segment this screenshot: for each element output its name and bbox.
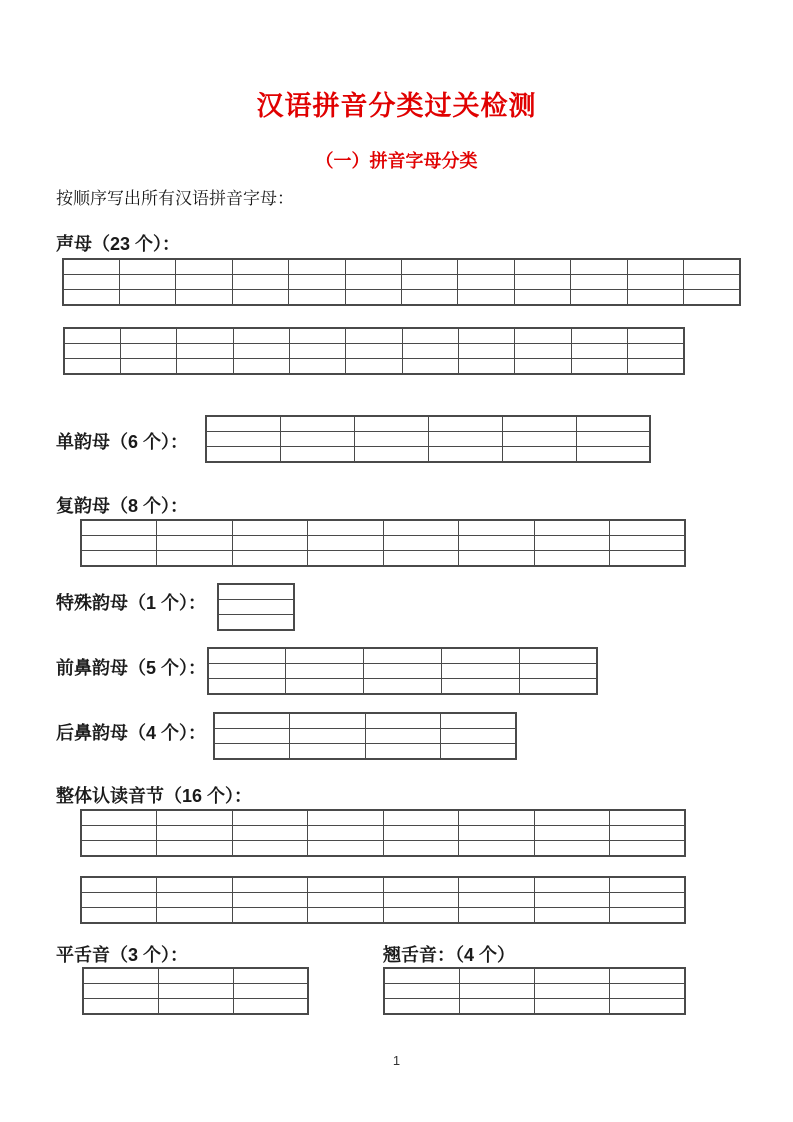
grid-cell — [459, 551, 535, 567]
grid-cell — [502, 432, 576, 447]
grid-cell — [384, 999, 459, 1015]
label-zhengtirendu: 整体认读音节（16 个）： — [56, 786, 253, 806]
writing-grid — [207, 647, 598, 695]
label-qianbiyunmu: 前鼻韵母（5 个）： — [56, 658, 207, 678]
grid-cell — [83, 999, 158, 1015]
grid-cell — [628, 359, 684, 375]
grid-zhengtirendu-2 — [80, 876, 686, 924]
grid-cell — [627, 275, 683, 290]
grid-cell — [177, 328, 233, 344]
grid-cell — [233, 968, 308, 984]
grid-cell — [383, 877, 459, 893]
grid-cell — [459, 536, 535, 551]
grid-cell — [157, 908, 233, 924]
writing-grid — [63, 327, 685, 375]
grid-cell — [364, 648, 442, 664]
grid-cell — [383, 841, 459, 857]
grid-cell — [81, 841, 157, 857]
grid-cell — [459, 877, 535, 893]
grid-cell — [441, 729, 517, 744]
grid-cell — [534, 536, 610, 551]
grid-cell — [232, 826, 308, 841]
grid-cell — [610, 984, 685, 999]
grid-cell — [289, 290, 345, 306]
grid-cell — [157, 893, 233, 908]
grid-cell — [459, 520, 535, 536]
grid-cell — [610, 893, 686, 908]
grid-cell — [384, 968, 459, 984]
grid-cell — [280, 447, 354, 463]
grid-cell — [628, 328, 684, 344]
grid-cell — [354, 416, 428, 432]
grid-cell — [441, 679, 519, 695]
section-heading: （一）拼音字母分类 — [315, 151, 478, 171]
grid-cell — [81, 877, 157, 893]
grid-cell — [289, 359, 345, 375]
label-qiaosheyin: 翘舌音：（4 个） — [383, 945, 516, 965]
grid-cell — [81, 536, 157, 551]
grid-cell — [364, 664, 442, 679]
grid-cell — [610, 536, 686, 551]
grid-cell — [571, 290, 627, 306]
grid-cell — [81, 551, 157, 567]
instruction-text: 按顺序写出所有汉语拼音字母： — [56, 189, 294, 208]
grid-cell — [459, 968, 534, 984]
grid-cell — [119, 290, 175, 306]
grid-cell — [346, 328, 402, 344]
grid-pingsheyin — [82, 967, 309, 1015]
grid-fuyunmu — [80, 519, 686, 567]
grid-cell — [208, 664, 286, 679]
grid-cell — [346, 344, 402, 359]
grid-cell — [534, 908, 610, 924]
grid-cell — [232, 893, 308, 908]
label-teshuyunmu: 特殊韵母（1 个）： — [56, 593, 207, 613]
grid-cell — [289, 344, 345, 359]
grid-cell — [402, 344, 458, 359]
grid-cell — [514, 290, 570, 306]
grid-cell — [354, 447, 428, 463]
grid-cell — [383, 893, 459, 908]
grid-cell — [365, 744, 441, 760]
grid-cell — [208, 648, 286, 664]
grid-cell — [206, 432, 280, 447]
grid-cell — [280, 432, 354, 447]
grid-teshuyunmu — [217, 583, 295, 631]
grid-cell — [610, 826, 686, 841]
grid-cell — [401, 259, 457, 275]
grid-cell — [610, 877, 686, 893]
grid-cell — [232, 841, 308, 857]
grid-cell — [157, 877, 233, 893]
grid-cell — [158, 984, 233, 999]
grid-cell — [83, 984, 158, 999]
grid-cell — [64, 344, 120, 359]
grid-cell — [63, 259, 119, 275]
grid-cell — [459, 893, 535, 908]
grid-cell — [610, 520, 686, 536]
grid-cell — [214, 744, 290, 760]
grid-cell — [628, 344, 684, 359]
grid-cell — [214, 713, 290, 729]
grid-cell — [610, 551, 686, 567]
grid-cell — [81, 908, 157, 924]
label-danyunmu: 单韵母（6 个）： — [56, 432, 189, 452]
grid-cell — [458, 290, 514, 306]
grid-shengmu-2 — [63, 327, 685, 375]
grid-cell — [441, 648, 519, 664]
grid-cell — [280, 416, 354, 432]
writing-grid — [80, 519, 686, 567]
grid-cell — [157, 826, 233, 841]
grid-cell — [610, 908, 686, 924]
writing-grid — [62, 258, 741, 306]
grid-houbiyunmu — [213, 712, 517, 760]
grid-cell — [157, 841, 233, 857]
label-shengmu: 声母（23 个）： — [56, 234, 181, 254]
grid-cell — [308, 893, 384, 908]
grid-cell — [290, 744, 366, 760]
grid-cell — [345, 275, 401, 290]
grid-cell — [515, 359, 571, 375]
grid-cell — [64, 359, 120, 375]
grid-cell — [289, 259, 345, 275]
label-pingsheyin: 平舌音（3 个）： — [56, 945, 189, 965]
grid-cell — [232, 275, 288, 290]
grid-cell — [119, 275, 175, 290]
grid-cell — [514, 275, 570, 290]
grid-cell — [308, 877, 384, 893]
grid-cell — [519, 664, 597, 679]
grid-cell — [535, 968, 610, 984]
grid-cell — [534, 551, 610, 567]
grid-zhengtirendu-1 — [80, 809, 686, 857]
grid-cell — [308, 536, 384, 551]
grid-cell — [401, 290, 457, 306]
grid-cell — [514, 259, 570, 275]
grid-cell — [610, 968, 685, 984]
label-houbiyunmu: 后鼻韵母（4 个）： — [56, 723, 207, 743]
grid-cell — [576, 416, 650, 432]
grid-cell — [571, 359, 627, 375]
grid-cell — [308, 810, 384, 826]
grid-cell — [119, 259, 175, 275]
grid-cell — [627, 290, 683, 306]
grid-qianbiyunmu — [207, 647, 598, 695]
grid-cell — [232, 536, 308, 551]
grid-cell — [683, 259, 740, 275]
grid-cell — [232, 551, 308, 567]
grid-cell — [232, 908, 308, 924]
grid-cell — [120, 344, 176, 359]
grid-cell — [232, 520, 308, 536]
grid-cell — [208, 679, 286, 695]
grid-cell — [233, 359, 289, 375]
grid-cell — [218, 584, 294, 600]
grid-cell — [571, 259, 627, 275]
grid-cell — [383, 908, 459, 924]
grid-cell — [402, 328, 458, 344]
grid-cell — [232, 810, 308, 826]
grid-cell — [364, 679, 442, 695]
grid-cell — [308, 826, 384, 841]
grid-cell — [206, 416, 280, 432]
grid-cell — [218, 600, 294, 615]
grid-cell — [610, 999, 685, 1015]
grid-shengmu-1 — [62, 258, 741, 306]
grid-cell — [354, 432, 428, 447]
grid-cell — [383, 826, 459, 841]
grid-cell — [428, 416, 502, 432]
writing-grid — [80, 809, 686, 857]
grid-cell — [289, 275, 345, 290]
grid-cell — [233, 984, 308, 999]
grid-cell — [232, 877, 308, 893]
grid-cell — [177, 359, 233, 375]
grid-cell — [290, 713, 366, 729]
grid-cell — [64, 328, 120, 344]
grid-cell — [571, 328, 627, 344]
grid-cell — [459, 984, 534, 999]
grid-cell — [365, 729, 441, 744]
grid-cell — [289, 328, 345, 344]
grid-cell — [683, 290, 740, 306]
grid-cell — [519, 679, 597, 695]
grid-cell — [81, 826, 157, 841]
grid-cell — [571, 344, 627, 359]
grid-cell — [459, 841, 535, 857]
grid-cell — [519, 648, 597, 664]
grid-cell — [177, 344, 233, 359]
grid-cell — [157, 551, 233, 567]
grid-cell — [534, 520, 610, 536]
grid-cell — [233, 999, 308, 1015]
grid-cell — [535, 999, 610, 1015]
grid-cell — [157, 520, 233, 536]
grid-cell — [610, 810, 686, 826]
grid-cell — [502, 447, 576, 463]
grid-cell — [345, 290, 401, 306]
grid-cell — [218, 615, 294, 631]
grid-cell — [286, 679, 364, 695]
grid-danyunmu — [205, 415, 651, 463]
grid-cell — [383, 520, 459, 536]
grid-cell — [232, 259, 288, 275]
grid-cell — [502, 416, 576, 432]
grid-cell — [81, 520, 157, 536]
writing-grid — [217, 583, 295, 631]
grid-cell — [157, 536, 233, 551]
grid-cell — [158, 999, 233, 1015]
grid-cell — [459, 359, 515, 375]
grid-cell — [286, 648, 364, 664]
grid-cell — [459, 999, 534, 1015]
grid-cell — [534, 810, 610, 826]
grid-cell — [120, 328, 176, 344]
grid-cell — [610, 841, 686, 857]
grid-cell — [534, 841, 610, 857]
grid-cell — [345, 259, 401, 275]
grid-cell — [627, 259, 683, 275]
page-number: 1 — [392, 1053, 401, 1068]
writing-grid — [80, 876, 686, 924]
grid-cell — [459, 810, 535, 826]
grid-cell — [120, 359, 176, 375]
grid-cell — [441, 713, 517, 729]
writing-grid — [383, 967, 686, 1015]
grid-cell — [63, 275, 119, 290]
grid-cell — [233, 344, 289, 359]
grid-cell — [290, 729, 366, 744]
grid-cell — [401, 275, 457, 290]
grid-cell — [81, 893, 157, 908]
grid-cell — [383, 551, 459, 567]
grid-cell — [441, 744, 517, 760]
grid-cell — [308, 520, 384, 536]
grid-cell — [576, 447, 650, 463]
grid-cell — [683, 275, 740, 290]
writing-grid — [82, 967, 309, 1015]
grid-cell — [428, 447, 502, 463]
grid-cell — [515, 344, 571, 359]
grid-cell — [346, 359, 402, 375]
grid-cell — [515, 328, 571, 344]
grid-cell — [428, 432, 502, 447]
grid-cell — [383, 536, 459, 551]
grid-cell — [441, 664, 519, 679]
grid-cell — [534, 826, 610, 841]
grid-cell — [308, 908, 384, 924]
grid-cell — [233, 328, 289, 344]
grid-cell — [458, 275, 514, 290]
page-title: 汉语拼音分类过关检测 — [256, 91, 537, 121]
grid-cell — [535, 984, 610, 999]
grid-cell — [534, 893, 610, 908]
grid-cell — [534, 877, 610, 893]
grid-cell — [459, 344, 515, 359]
grid-cell — [158, 968, 233, 984]
grid-cell — [81, 810, 157, 826]
label-fuyunmu: 复韵母（8 个）： — [56, 496, 189, 516]
writing-grid — [205, 415, 651, 463]
grid-cell — [176, 259, 232, 275]
grid-cell — [402, 359, 458, 375]
grid-qiaosheyin — [383, 967, 686, 1015]
grid-cell — [63, 290, 119, 306]
grid-cell — [83, 968, 158, 984]
grid-cell — [214, 729, 290, 744]
grid-cell — [458, 259, 514, 275]
grid-cell — [308, 551, 384, 567]
grid-cell — [286, 664, 364, 679]
grid-cell — [571, 275, 627, 290]
grid-cell — [459, 826, 535, 841]
grid-cell — [232, 290, 288, 306]
grid-cell — [365, 713, 441, 729]
grid-cell — [459, 908, 535, 924]
grid-cell — [308, 841, 384, 857]
grid-cell — [176, 275, 232, 290]
grid-cell — [157, 810, 233, 826]
grid-cell — [459, 328, 515, 344]
grid-cell — [206, 447, 280, 463]
grid-cell — [383, 810, 459, 826]
grid-cell — [384, 984, 459, 999]
grid-cell — [576, 432, 650, 447]
writing-grid — [213, 712, 517, 760]
grid-cell — [176, 290, 232, 306]
